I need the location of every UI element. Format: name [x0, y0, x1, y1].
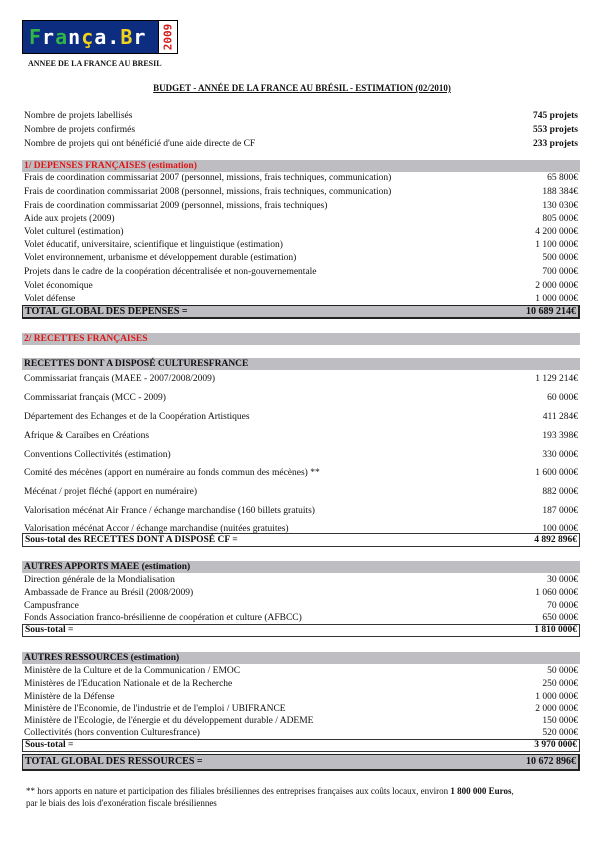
logo-year: 2009 [161, 23, 175, 51]
line-item [22, 449, 580, 462]
line-item-value: 805 000€ [542, 214, 578, 224]
subtotal-label: Sous-total = [25, 625, 74, 635]
line-item [22, 691, 580, 703]
line-item-label: Ministères de l'Education Nationale et de la Recherche [24, 679, 233, 689]
logo-letter: ç [81, 25, 95, 49]
line-item-value: 882 000€ [542, 487, 578, 497]
total-depenses-row [22, 305, 580, 319]
line-item-value: 1 100 000€ [535, 240, 578, 250]
line-item [22, 252, 580, 265]
line-item [22, 727, 580, 739]
total-ressources-row [22, 754, 580, 771]
line-item [22, 678, 580, 690]
stat-label: Nombre de projets qui ont bénéficié d'une aide directe de CF [24, 139, 256, 149]
line-item-label: Collectivités (hors convention Culturesfrance) [24, 728, 200, 738]
line-item-value: 700 000€ [542, 267, 578, 277]
subtotal-label: Sous-total = [25, 740, 74, 750]
line-item [22, 186, 580, 199]
line-item-value: 100 000€ [542, 524, 578, 534]
line-item-label: Projets dans le cadre de la coopération décentralisée et non-gouvernementale [24, 267, 317, 277]
line-item [22, 213, 580, 226]
line-item [22, 574, 580, 586]
line-item-value: 250 000€ [542, 679, 578, 689]
logo-text [29, 25, 146, 49]
line-item-value: 4 200 000€ [535, 227, 578, 237]
line-item-value: 65 800€ [547, 173, 578, 183]
total-label: TOTAL GLOBAL DES DEPENSES = [25, 306, 188, 317]
line-item-label: Ministère de l'Economie, de l'industrie et de l'emploi / UBIFRANCE [24, 704, 286, 714]
line-item-label: Conventions Collectivités (estimation) [24, 450, 171, 460]
line-item-label: Valorisation mécénat Accor / échange marchandise (nuitées gratuites) [24, 524, 289, 534]
subsection-title: RECETTES DONT A DISPOSÉ CULTURESFRANCE [24, 359, 249, 369]
line-item-label: Frais de coordination commissariat 2009 (personnel, missions, frais techniques) [24, 201, 328, 211]
logo-letter: a [55, 25, 69, 49]
stat-row [22, 138, 580, 151]
subsection-header-maee [22, 561, 580, 573]
line-item-value: 1 000 000€ [535, 692, 578, 702]
line-item [22, 600, 580, 612]
line-item-label: Campusfrance [24, 601, 79, 611]
line-item-value: 1 129 214€ [535, 374, 578, 384]
line-item-label: Commissariat français (MAEE - 2007/2008/2009) [24, 374, 216, 384]
line-item [22, 392, 580, 405]
subtotal-culturesfrance-row [22, 533, 580, 547]
line-item [22, 226, 580, 239]
line-item [22, 430, 580, 443]
line-item-label: Afrique & Caraïbes en Créations [24, 431, 150, 441]
section-header-recettes [22, 333, 580, 345]
stat-label: Nombre de projets confirmés [24, 125, 136, 135]
line-item-value: 1 600 000€ [535, 468, 578, 478]
line-item-label: Comité des mécènes (apport en numéraire au fonds commun des mécènes) ** [24, 468, 320, 478]
logo-letter: B [120, 25, 134, 49]
line-item [22, 373, 580, 386]
line-item [22, 411, 580, 424]
line-item-value: 188 384€ [542, 187, 578, 197]
line-item-value: 130 030€ [542, 201, 578, 211]
subtitle: ANNEE DE LA FRANCE AU BRESIL [28, 59, 162, 68]
line-item-label: Direction générale de la Mondialisation [24, 575, 175, 585]
line-item [22, 486, 580, 499]
line-item-label: Volet environnement, urbanisme et développement durable (estimation) [24, 253, 297, 263]
line-item [22, 172, 580, 185]
line-item-label: Ministère de la Défense [24, 692, 115, 702]
subsection-header-culturesfrance [22, 358, 580, 370]
line-item [22, 665, 580, 677]
line-item-label: Ministère de l'Ecologie, de l'énergie et du développement durable / ADEME [24, 716, 314, 726]
line-item [22, 467, 580, 480]
line-item-value: 30 000€ [547, 575, 578, 585]
section-title: 1/ DEPENSES FRANÇAISES (estimation) [24, 161, 197, 171]
line-item-value: 411 284€ [542, 412, 578, 422]
stat-value: 745 projets [533, 111, 578, 121]
line-item-label: Mécénat / projet fléché (apport en numéraire) [24, 487, 198, 497]
logo-letter: r [133, 25, 147, 49]
page-title: BUDGET - ANNÉE DE LA FRANCE AU BRÉSIL - ESTIMATION (02/2010) [153, 83, 451, 93]
subsection-title: AUTRES RESSOURCES (estimation) [24, 653, 180, 663]
line-item [22, 505, 580, 518]
line-item-value: 1 000 000€ [535, 294, 578, 304]
line-item [22, 266, 580, 279]
line-item-label: Fonds Association franco-brésilienne de coopération et culture (AFBCC) [24, 613, 302, 623]
line-item-value: 500 000€ [542, 253, 578, 263]
line-item-value: 2 000 000€ [535, 281, 578, 291]
line-item-label: Ministère de la Culture et de la Communication / EMOC [24, 666, 241, 676]
line-item-value: 520 000€ [542, 728, 578, 738]
subtotal-value: 4 892 896€ [534, 535, 577, 545]
line-item-value: 50 000€ [547, 666, 578, 676]
subtotal-label: Sous-total des RECETTES DONT A DISPOSÉ CF = [25, 535, 238, 545]
subtotal-ressources-row [22, 739, 580, 752]
line-item-label: Frais de coordination commissariat 2007 (personnel, missions, frais techniques, communication) [24, 173, 392, 183]
subtotal-value: 3 970 000€ [534, 740, 577, 750]
logo-letter: F [29, 25, 43, 49]
line-item-value: 150 000€ [542, 716, 578, 726]
subtotal-value: 1 810 000€ [534, 625, 577, 635]
logo-year-box [158, 21, 177, 53]
line-item-label: Frais de coordination commissariat 2008 (personnel, missions, frais techniques, communication) [24, 187, 392, 197]
line-item-value: 60 000€ [547, 393, 578, 403]
subsection-header-ressources [22, 652, 580, 664]
logo-letter: a [94, 25, 108, 49]
logo-letter: n [68, 25, 82, 49]
footnote-text: ** hors apports en nature et participation des filiales brésiliennes des entreprises françaises aux coûts locaux, environ [26, 786, 451, 796]
stat-value: 553 projets [533, 125, 578, 135]
subtotal-maee-row [22, 624, 580, 637]
line-item-value: 70 000€ [547, 601, 578, 611]
logo-letter: r [42, 25, 56, 49]
line-item-label: Volet économique [24, 281, 93, 291]
line-item [22, 280, 580, 293]
line-item [22, 587, 580, 599]
line-item-label: Volet éducatif, universitaire, scientifique et linguistique (estimation) [24, 240, 283, 250]
line-item-value: 1 060 000€ [535, 588, 578, 598]
footnote-line2: par le biais des lois d'exonération fiscale brésiliennes [26, 798, 217, 808]
subsection-title: AUTRES APPORTS MAEE (estimation) [24, 562, 191, 572]
line-item [22, 200, 580, 213]
line-item-label: Ambassade de France au Brésil (2008/2009) [24, 588, 194, 598]
franca-br-logo [22, 20, 178, 54]
line-item-label: Volet défense [24, 294, 76, 304]
total-label: TOTAL GLOBAL DES RESSOURCES = [25, 756, 203, 767]
line-item-value: 193 398€ [542, 431, 578, 441]
footnote [26, 785, 586, 809]
line-item [22, 715, 580, 727]
line-item-label: Département des Echanges et de la Coopération Artistiques [24, 412, 250, 422]
stat-row [22, 110, 580, 123]
footnote-punct: , [511, 786, 514, 796]
section-header-depenses [22, 160, 580, 172]
stat-row [22, 124, 580, 137]
line-item-value: 330 000€ [542, 450, 578, 460]
total-value: 10 689 214€ [526, 306, 576, 317]
stat-label: Nombre de projets labellisés [24, 111, 133, 121]
line-item-label: Valorisation mécénat Air France / échange marchandise (160 billets gratuits) [24, 506, 315, 516]
line-item [22, 612, 580, 624]
stat-value: 233 projets [533, 139, 578, 149]
footnote-amount: 1 800 000 Euros [450, 786, 512, 796]
total-value: 10 672 896€ [526, 756, 576, 767]
section-title: 2/ RECETTES FRANÇAISES [24, 334, 148, 344]
line-item-label: Commissariat français (MCC - 2009) [24, 393, 166, 403]
line-item-value: 2 000 000€ [535, 704, 578, 714]
line-item [22, 703, 580, 715]
logo-letter: . [107, 25, 121, 49]
line-item-value: 187 000€ [542, 506, 578, 516]
line-item-label: Aide aux projets (2009) [24, 214, 115, 224]
line-item [22, 239, 580, 252]
line-item-label: Volet culturel (estimation) [24, 227, 124, 237]
line-item-value: 650 000€ [542, 613, 578, 623]
